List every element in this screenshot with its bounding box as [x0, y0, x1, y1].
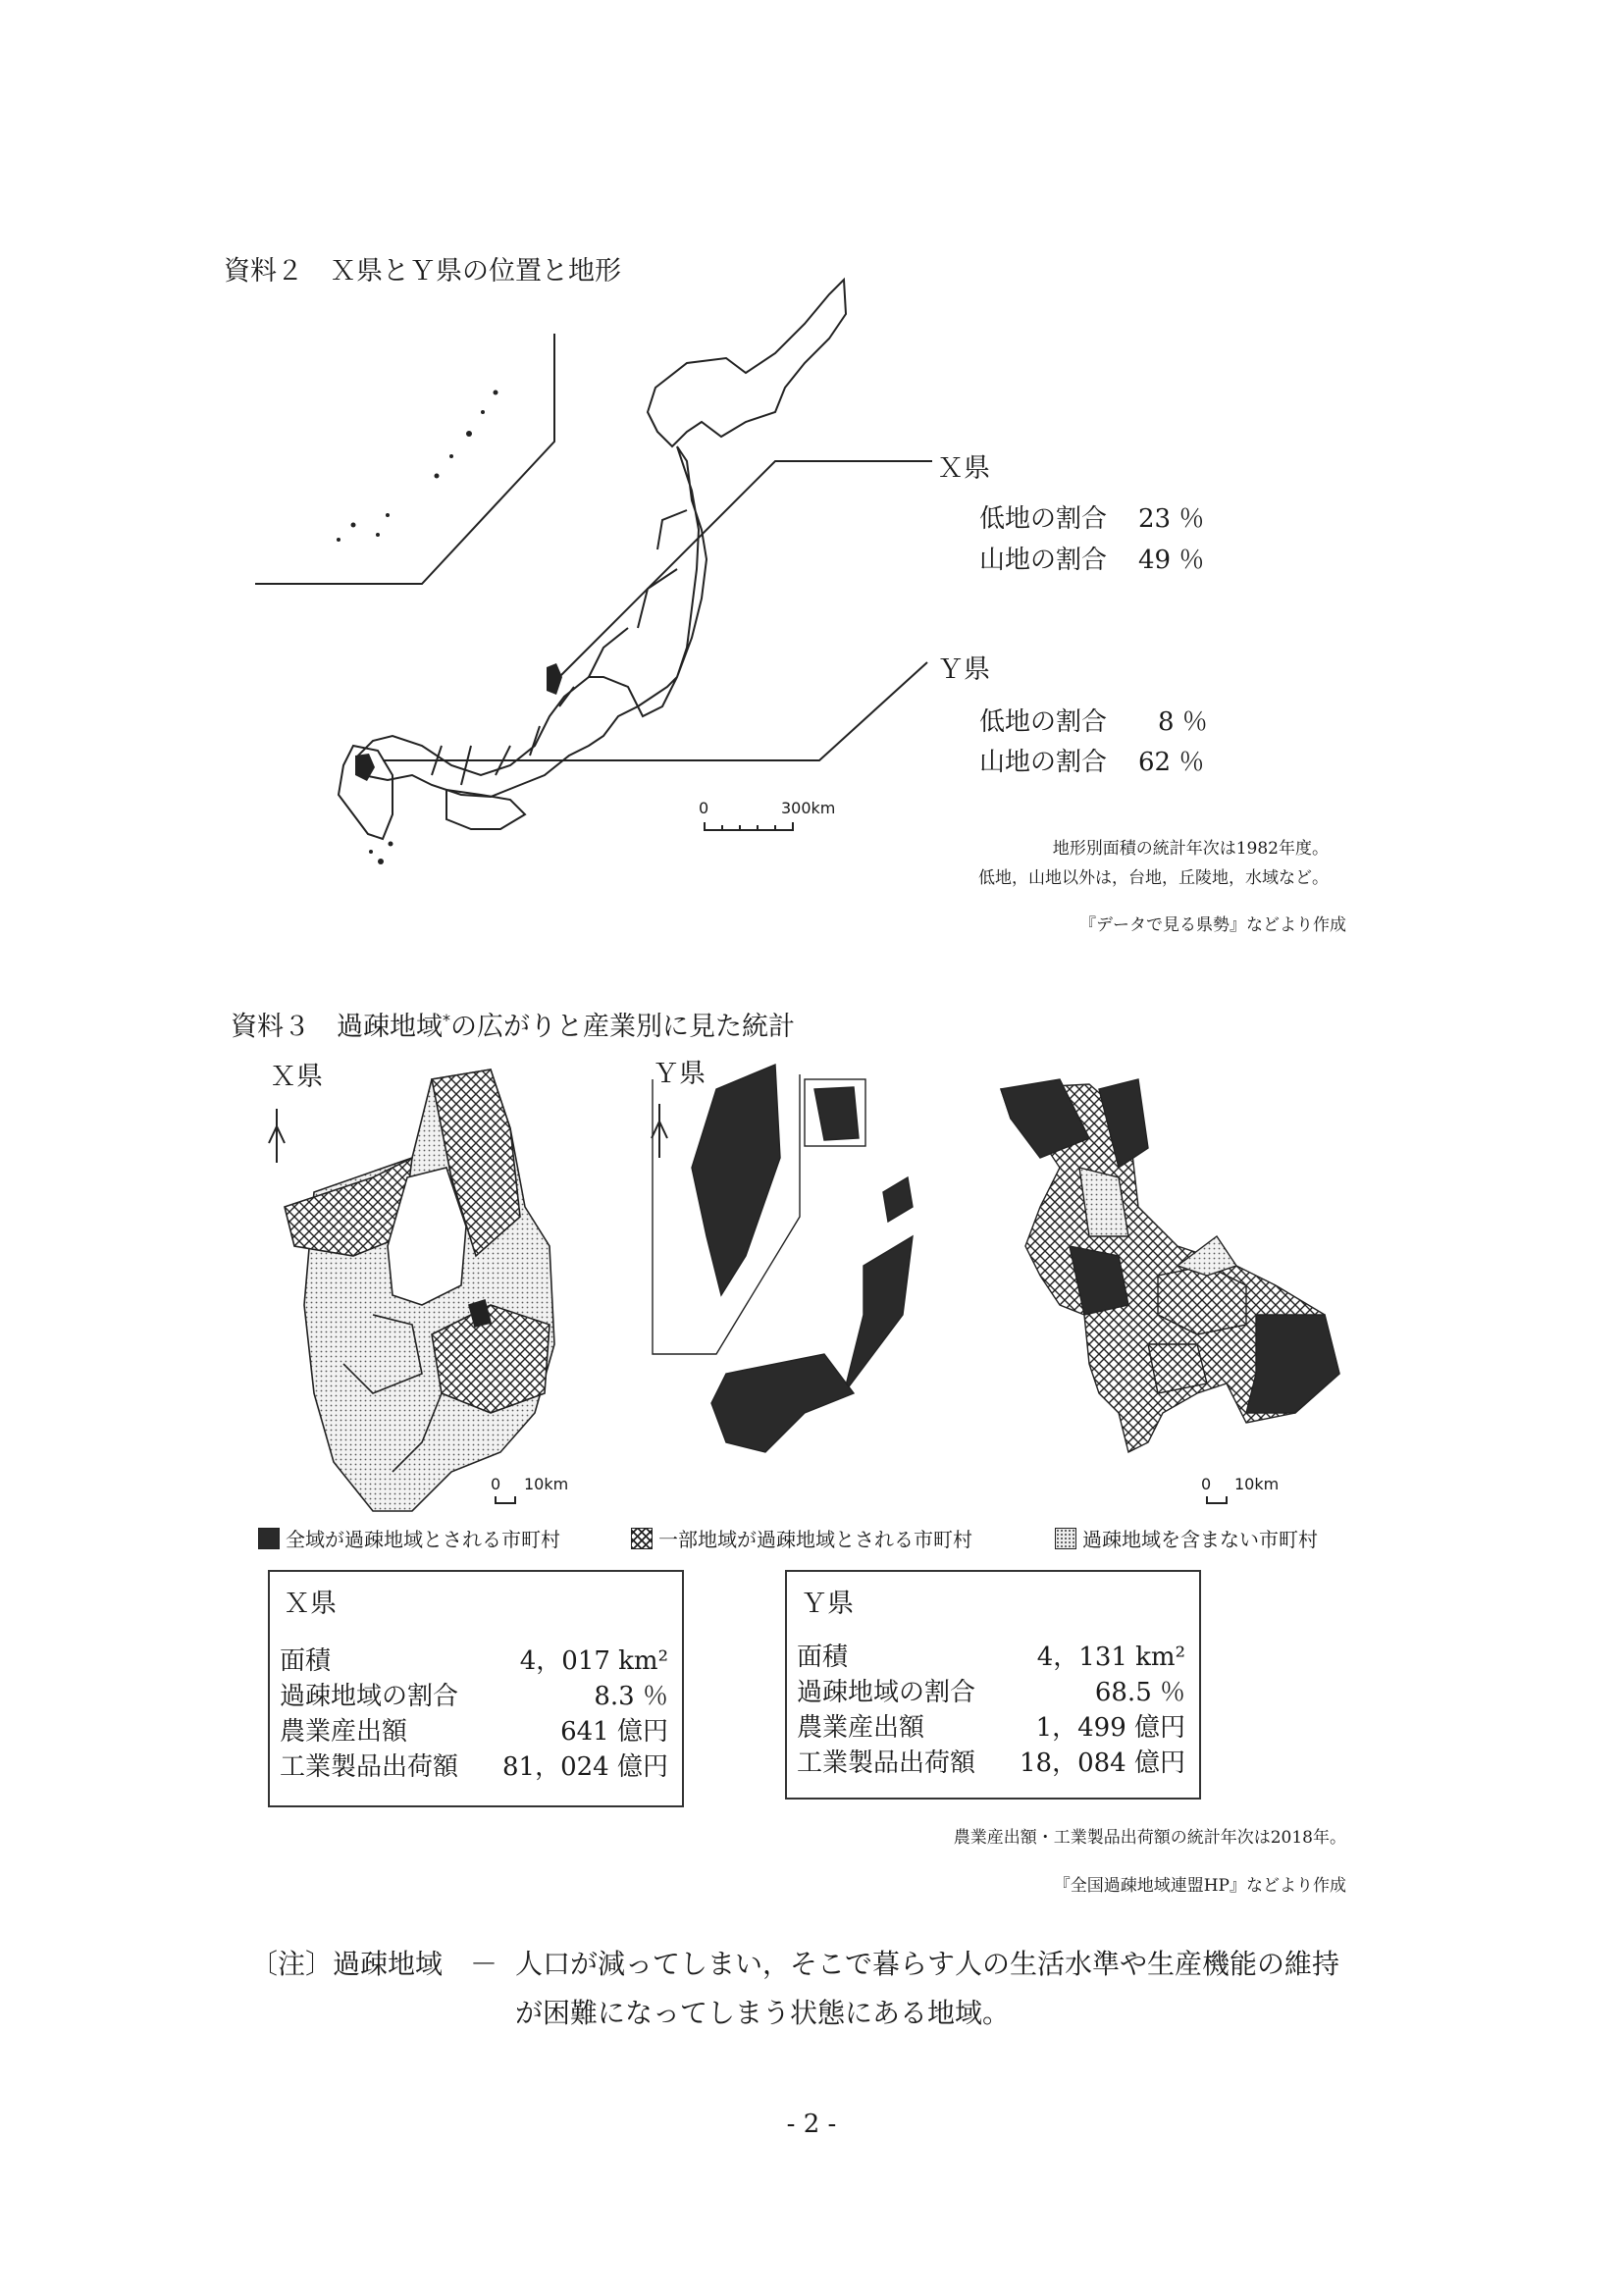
material2-note-1: 地形別面積の統計年次は1982年度。	[1052, 839, 1329, 859]
x-scale-bar	[496, 1496, 515, 1503]
x-stats-row: 工業製品出荷額 81，024 億円	[280, 1752, 668, 1782]
x-stats-title: Ｘ県	[284, 1589, 337, 1619]
y-mountain-value: 62 ％	[1138, 748, 1205, 777]
x-map-label: Ｘ県	[270, 1062, 323, 1092]
x-scale-max: 10km	[524, 1475, 569, 1493]
legend-all-depopulated: 全域が過疎地域とされる市町村	[258, 1524, 560, 1552]
footnote-line-2: が困難になってしまう状態にある地域。	[515, 1997, 1011, 2029]
y-pref-label: Ｙ県	[937, 654, 990, 685]
x-scale-zero: 0	[491, 1475, 501, 1493]
x-stats-row: 過疎地域の割合 8.3 ％	[280, 1682, 668, 1711]
y-mountain-label: 山地の割合	[979, 748, 1108, 777]
scale-max: 300km	[781, 799, 836, 817]
page-number: - 2 -	[786, 2110, 837, 2139]
x-pref-label: Ｘ県	[937, 453, 990, 484]
x-stats-row: 農業産出額 641 億円	[280, 1717, 668, 1747]
y-scale-bar	[1207, 1496, 1227, 1503]
x-stats-box	[268, 1570, 684, 1807]
y-stats-row: 過疎地域の割合 68.5 ％	[797, 1678, 1185, 1707]
y-stats-box	[785, 1570, 1201, 1800]
y-lowland-label: 低地の割合	[979, 707, 1108, 737]
y-stats-row: 面積 4，131 km²	[797, 1643, 1185, 1672]
legend-swatch-dark	[258, 1528, 280, 1549]
x-lowland-value: 23 ％	[1138, 504, 1205, 534]
y-lowland-value: 8 ％	[1158, 707, 1208, 737]
x-mountain-value: 49 ％	[1138, 546, 1205, 575]
y-map-label: Ｙ県	[653, 1059, 706, 1089]
material2-note-2: 低地，山地以外は，台地，丘陵地，水域など。	[978, 868, 1329, 888]
north-arrow-y	[652, 1104, 667, 1158]
scale-zero: 0	[699, 799, 709, 817]
material3-note: 農業産出額・工業製品出荷額の統計年次は2018年。	[953, 1828, 1346, 1848]
x-pref-municipalities	[285, 1070, 554, 1511]
y-scale-zero: 0	[1201, 1475, 1212, 1493]
legend-not-depopulated: 過疎地域を含まない市町村	[1055, 1524, 1318, 1552]
material2-source: 『データで見る県勢』などより作成	[1079, 915, 1346, 935]
y-stats-title: Ｙ県	[801, 1589, 854, 1619]
y-stats-row: 工業製品出荷額 18，084 億円	[797, 1748, 1185, 1778]
y-pref-municipalities	[653, 1065, 1339, 1452]
material3-source: 『全国過疎地域連盟HP』などより作成	[1053, 1876, 1346, 1896]
y-scale-max: 10km	[1234, 1475, 1280, 1493]
x-stats-row: 面積 4，017 km²	[280, 1646, 668, 1676]
north-arrow-x	[269, 1109, 285, 1163]
legend-partly-depopulated: 一部地域が過疎地域とされる市町村	[631, 1524, 972, 1552]
footnote-line-1: 人口が減ってしまい，そこで暮らす人の生活水準や生産機能の維持	[515, 1948, 1340, 1980]
footnote-label: 〔注〕過疎地域 －	[250, 1948, 498, 1980]
material3-heading: 資料３ 過疎地域*の広がりと産業別に見た統計	[231, 1011, 795, 1042]
material2-heading: 資料２ Ｘ県とＹ県の位置と地形	[224, 256, 621, 287]
legend-swatch-dot	[1055, 1528, 1076, 1549]
y-stats-row: 農業産出額 1，499 億円	[797, 1713, 1185, 1743]
legend-swatch-cross	[631, 1528, 653, 1549]
x-mountain-label: 山地の割合	[979, 546, 1108, 575]
x-lowland-label: 低地の割合	[979, 504, 1108, 534]
